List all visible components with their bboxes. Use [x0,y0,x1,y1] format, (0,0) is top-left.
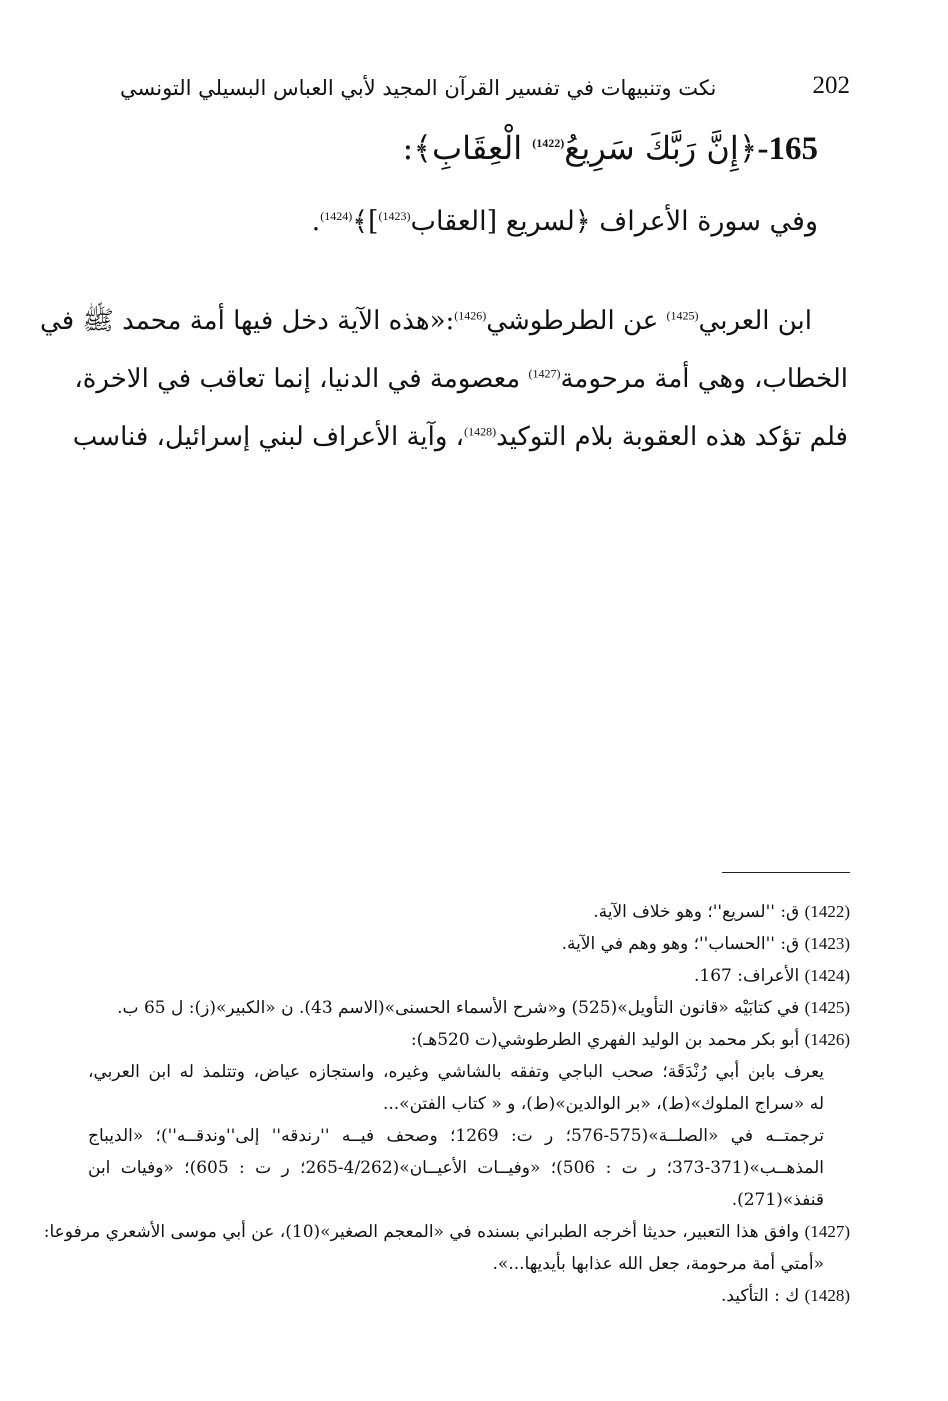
footnote-continuation: ترجمتــه في «الصلــة»(575-576؛ ر ت: 1269؛ وصحف فيــه ''رندقه'' إلى''وندقــه'')؛ «الديباج [88,1126,824,1146]
footnote-text: الأعراف: 167. [693,966,800,986]
footnote-number: (1428) [804,1286,850,1305]
footnote-ref[interactable]: (1424) [320,209,353,223]
footnote [88,992,850,1024]
footnote-text: وافق هذا التعبير، حديثا أخرجه الطبراني بسنده في «المعجم الصغير»(10)، عن أبي موسى الأشعري مرفوعا: [43,1222,800,1242]
footnote-ref[interactable]: (1423) [378,209,411,223]
footnote-ref[interactable]: (1428) [464,424,497,439]
footnote-continuation: المذهــب»(371-373؛ ر ت : 506)؛ «وفيــات الأعيــان»(4/262-265؛ ر ت : 605)؛ «وفيات ابن [88,1158,824,1178]
footnote-text: أبو بكر محمد بن الوليد الفهري الطرطوشي(ت 520هـ): [410,1030,800,1050]
footnote-text: في كتابَيْه «قانون التأويل»(525) و«شرح الأسماء الحسنى»(الاسم 43). ن «الكبير»(ز): ل 65 ب. [117,998,800,1018]
variant-text-part-2: ]﴾ [352,206,379,237]
verse-variant-note [312,206,818,237]
footnote [43,1216,850,1248]
footnote-ref[interactable]: (1425) [666,308,699,323]
footnote-number: (1422) [804,902,850,921]
footnote-continuation: «أمتي أمة مرحومة، جعل الله عذابها بأيديها...». [492,1254,824,1274]
body-text: فلم تؤكد هذه العقوبة بلام التوكيد [496,422,848,452]
body-line [74,350,848,408]
body-text: عن الطرطوشي [486,306,667,336]
footnote-ref[interactable]: (1427) [528,366,561,381]
body-text: ، وآية الأعراف لبني إسرائيل، فناسب [72,422,465,452]
page-header [120,52,850,100]
body-line [40,292,848,350]
footnote-ref[interactable]: (1422) [532,136,565,150]
body-paragraph [40,292,848,466]
footnote-number: (1427) [804,1222,850,1241]
footnote-continuation: له «سراج الملوك»(ط)، «بر الوالدين»(ط)، و « كتاب الفتن»... [382,1094,824,1114]
footnote-ref[interactable]: (1426) [454,308,487,323]
footnote-continuation: يعرف بابن أبي رُنْدَقَة؛ صحب الباجي وتفقه بالشاشي وغيره، واستجازه عياض، وتتلمذ له ابن العربي، [88,1062,824,1082]
variant-text-part-1: وفي سورة الأعراف ﴿لسريع [العقاب [410,206,818,237]
footnote-number: (1423) [804,934,850,953]
verse-heading [402,128,818,168]
body-line [72,408,848,466]
verse-number: 165- [757,131,818,167]
page-number: 202 [812,72,850,99]
footnote [88,896,850,928]
footnote [88,1280,850,1312]
variant-text-part-3: . [311,206,321,237]
body-text: الخطاب، وهي أمة مرحومة [560,364,848,394]
body-text: :«هذه الآية دخل فيها أمة محمد ﷺ في [40,306,455,336]
verse-text-part-2: الْعِقَابِ﴾: [402,129,533,167]
footnote-text: ك : التأكيد. [720,1286,800,1306]
body-text: معصومة في الدنيا، إنما تعاقب في الاخرة، [74,364,529,394]
footnote-continuation: قنفذ»(271). [731,1190,824,1210]
footnotes [43,896,850,1312]
verse-text-part-1: ﴿إِنَّ رَبَّكَ سَرِيعُ [564,129,758,167]
footnote-number: (1424) [804,966,850,985]
footnote-text: ق: ''الحساب''؛ وهو وهم في الآية. [561,934,800,954]
footnote [88,1024,850,1056]
footnote-separator [722,872,850,873]
body-text: ابن العربي [698,306,812,336]
footnote-text: ق: ''لسريع''؛ وهو خلاف الآية. [593,902,800,922]
footnote [88,928,850,960]
footnote-number: (1425) [804,998,850,1017]
running-title: نكت وتنبيهات في تفسير القرآن المجيد لأبي العباس البسيلي التونسي [120,76,717,100]
footnote-number: (1426) [804,1030,850,1049]
footnote [88,960,850,992]
